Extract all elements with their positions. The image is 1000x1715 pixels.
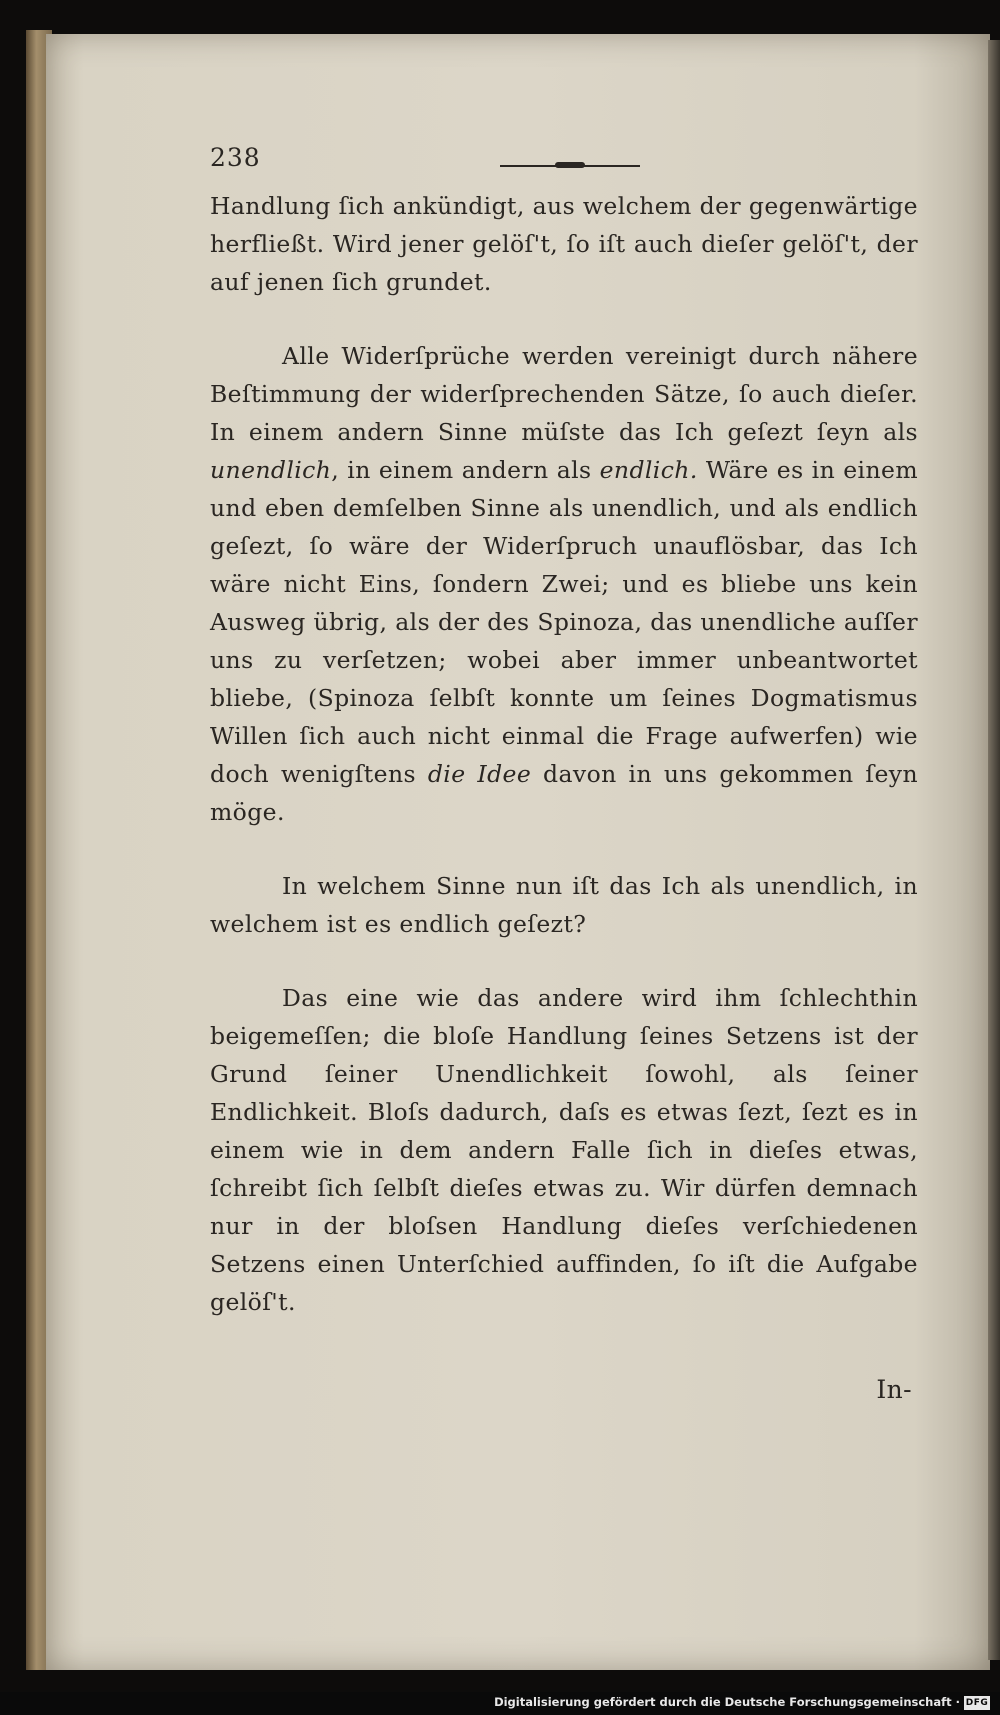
paragraph-1 [210, 187, 918, 301]
page-text [210, 135, 918, 1409]
paragraph-2-text-3: Wäre es in einem und eben demſelben Sinne als unendlich, und als endlich geſezt, ſo wäre der Widerſpruch unauflösbar, das Ich wäre nicht Eins, ſondern Zwei; und es bliebe uns kein Ausweg übrig, als der des Spinoza, das unendliche auſſer uns zu verſetzen; wobei aber immer unbeantwortet bliebe, (Spinoza ſelbſt konnte um ſeines Dogmatismus Willen ſich auch nicht einmal die Frage aufwerfen) wie doch wenigſtens [210, 456, 918, 788]
paragraph-2-text-1: Alle Widerſprüche werden vereinigt durch nähere Beſtimmung der widerſprechenden Sätze, ſo auch dieſer. In einem andern Sinne müſste das Ich geſezt ſeyn als [210, 342, 918, 446]
paragraph-4 [210, 979, 918, 1321]
page-number: 238 [210, 143, 261, 172]
dfg-logo: DFG [965, 1698, 989, 1708]
book-gutter [988, 40, 1000, 1660]
running-header [210, 135, 918, 183]
paragraph-2-text-4: davon in uns gekommen ſeyn möge. [210, 760, 918, 826]
emphasis-endlich: endlich. [599, 456, 698, 484]
paragraph-2-text-2: , in einem andern als [331, 456, 600, 484]
paragraph-4-text: Das eine wie das andere wird ihm ſchlechthin beigemeſſen; die bloſe Handlung ſeines Setzens ist der Grund ſeiner Unendlichkeit ſowohl, als ſeiner Endlichkeit. Bloſs dadurch, daſs es etwas ſezt, ſezt es in einem wie in dem andern Falle ſich in dieſes etwas, ſchreibt ſich ſelbſt dieſes etwas zu. Wir dürfen demnach nur in der bloſsen Handlung dieſes verſchiedenen Setzens einen Unterſchied auffinden, ſo iſt die Aufgabe gelöſ't. [210, 984, 918, 1316]
header-ornament [555, 162, 585, 168]
paragraph-1-text: Handlung ſich ankündigt, aus welchem der gegenwärtige herfließt. Wird jener gelöſ't, ſo iſt auch dieſer gelöſ't, der auf jenen ſich grundet. [210, 192, 918, 296]
digitization-footer [0, 1692, 1000, 1715]
emphasis-die-idee: die Idee [427, 760, 532, 788]
paragraph-3 [210, 867, 918, 943]
paragraph-3-text: In welchem Sinne nun iſt das Ich als unendlich, in welchem ist es endlich geſezt? [210, 872, 918, 938]
catchword: In- [876, 1375, 912, 1404]
footer-credit: Digitalisierung gefördert durch die Deutsche Forschungsgemeinschaft · [494, 1695, 960, 1709]
emphasis-unendlich: unendlich [210, 456, 332, 484]
paragraph-2 [210, 337, 918, 831]
